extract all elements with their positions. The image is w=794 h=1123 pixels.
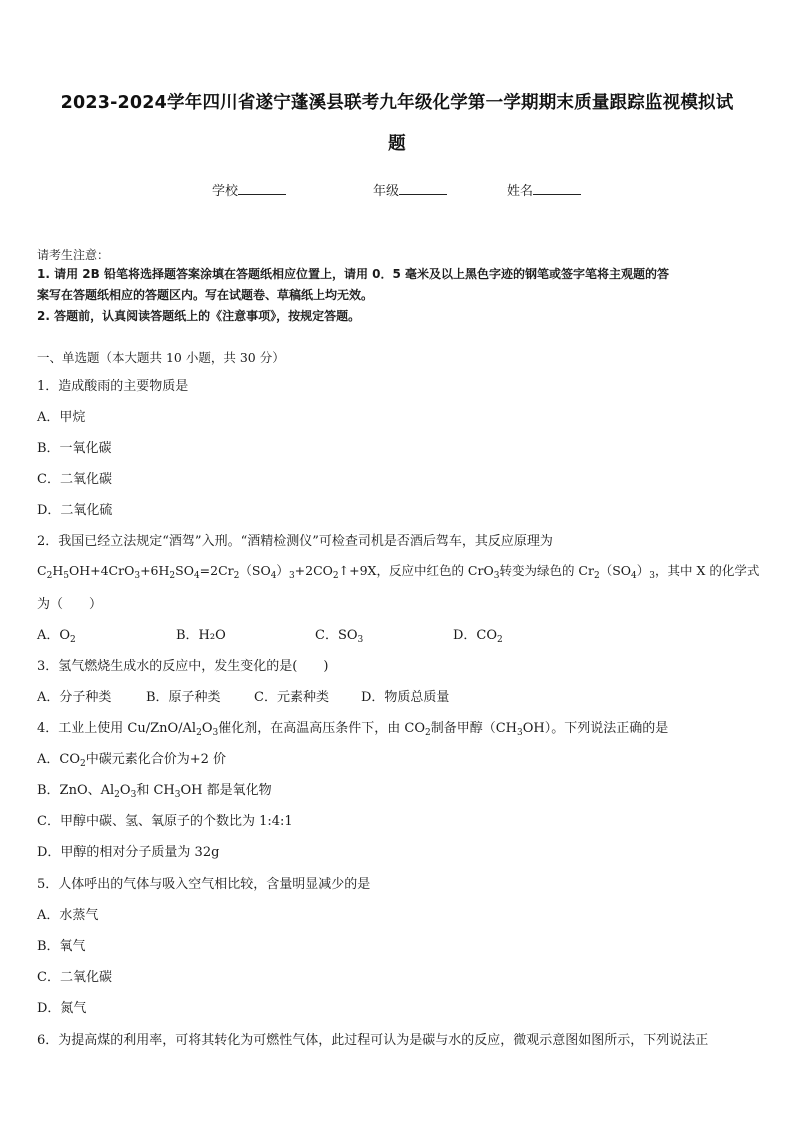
notice-item-2: 2. 答题前，认真阅读答题纸上的《注意事项》，按规定答题。 bbox=[37, 309, 361, 323]
school-field bbox=[212, 180, 286, 199]
school-blank bbox=[238, 182, 286, 195]
question-4-stem: 4．工业上使用 $Cu/ZnO/Al_2O_3$催化剂，在高温高压条件下，由 $CO_2$制备甲醇$(CH_3OH)$。下列说法正确的是 bbox=[37, 721, 669, 738]
question-5-option-d: D．氮气 bbox=[37, 1001, 87, 1016]
notice-item-1: 1. 请用 2B 铅笔将选择题答案涂填在答题纸相应位置上，请用 0．5 毫米及以上黑色字迹的钢笔或签字笔将主观题的答 bbox=[37, 267, 669, 281]
question-2-option-b: B．H₂O bbox=[176, 628, 226, 643]
question-1-option-b: B．一氧化碳 bbox=[37, 441, 112, 456]
question-2-stem-tail: 为（ ） bbox=[37, 597, 103, 612]
question-2-option-d: D．$CO_2$ bbox=[453, 628, 503, 645]
grade-label: 年级 bbox=[373, 184, 400, 199]
school-label: 学校 bbox=[212, 184, 239, 199]
grade-field bbox=[373, 180, 447, 199]
question-3-option-b: B．原子种类 bbox=[146, 690, 221, 705]
notice-item-1-continued: 案写在答题纸相应的答题区内。写在试题卷、草稿纸上均无效。 bbox=[37, 288, 374, 302]
question-1-option-a: A．甲烷 bbox=[37, 410, 86, 425]
page-title: 2023-2024学年四川省遂宁蓬溪县联考九年级化学第一学期期末质量跟踪监视模拟试 bbox=[60, 93, 734, 113]
question-2-option-a: A．$O_2$ bbox=[37, 628, 76, 645]
page-title-continued: 题 bbox=[388, 134, 406, 154]
question-2-option-c: C．$SO_3$ bbox=[315, 628, 364, 645]
question-4-option-a: A．$CO_2$中碳元素化合价为+2 价 bbox=[37, 752, 227, 769]
question-1-stem: 1．造成酸雨的主要物质是 bbox=[37, 379, 189, 394]
section-heading: 一、单选题（本大题共 10 小题，共 30 分） bbox=[37, 350, 285, 365]
name-field bbox=[507, 180, 581, 199]
question-1-option-c: C．二氧化碳 bbox=[37, 472, 112, 487]
question-3-stem: 3．氢气燃烧生成水的反应中，发生变化的是( ) bbox=[37, 659, 329, 674]
question-3-option-d: D．物质总质量 bbox=[361, 690, 450, 705]
name-label: 姓名 bbox=[507, 184, 534, 199]
question-5-option-b: B．氧气 bbox=[37, 939, 86, 954]
question-3-option-c: C．元素种类 bbox=[254, 690, 329, 705]
name-blank bbox=[533, 182, 581, 195]
notice-heading: 请考生注意： bbox=[37, 248, 110, 262]
question-5-option-c: C．二氧化碳 bbox=[37, 970, 112, 985]
question-5-stem: 5．人体呼出的气体与吸入空气相比较，含量明显减少的是 bbox=[37, 877, 371, 892]
question-3-option-a: A．分子种类 bbox=[37, 690, 112, 705]
question-2-equation: $C_2H_5OH+4CrO_3+6H_2SO_4=2Cr_2(SO_4)_3+2CO_2↑+9X$，反应中红色的 CrO$_3$转变为绿色的 $Cr_2(SO_4)_3$，其中 X 的化学式 bbox=[37, 563, 760, 581]
question-1-option-d: D．二氧化硫 bbox=[37, 503, 113, 518]
question-4-option-c: C．甲醇中碳、氢、氧原子的个数比为 1:4:1 bbox=[37, 814, 293, 829]
grade-blank bbox=[399, 182, 447, 195]
question-2-stem: 2．我国已经立法规定“酒驾”入刑。“酒精检测仪”可检查司机是否酒后驾车，其反应原理为 bbox=[37, 534, 553, 549]
question-5-option-a: A．水蒸气 bbox=[37, 908, 99, 923]
question-4-option-d: D．甲醇的相对分子质量为 32g bbox=[37, 845, 220, 860]
question-6-stem: 6．为提高煤的利用率，可将其转化为可燃性气体，此过程可认为是碳与水的反应，微观示意图如图所示，下列说法正 bbox=[37, 1033, 709, 1048]
question-4-option-b: B．ZnO、$Al_2O_3$和 $CH_3OH$ 都是氧化物 bbox=[37, 783, 272, 800]
